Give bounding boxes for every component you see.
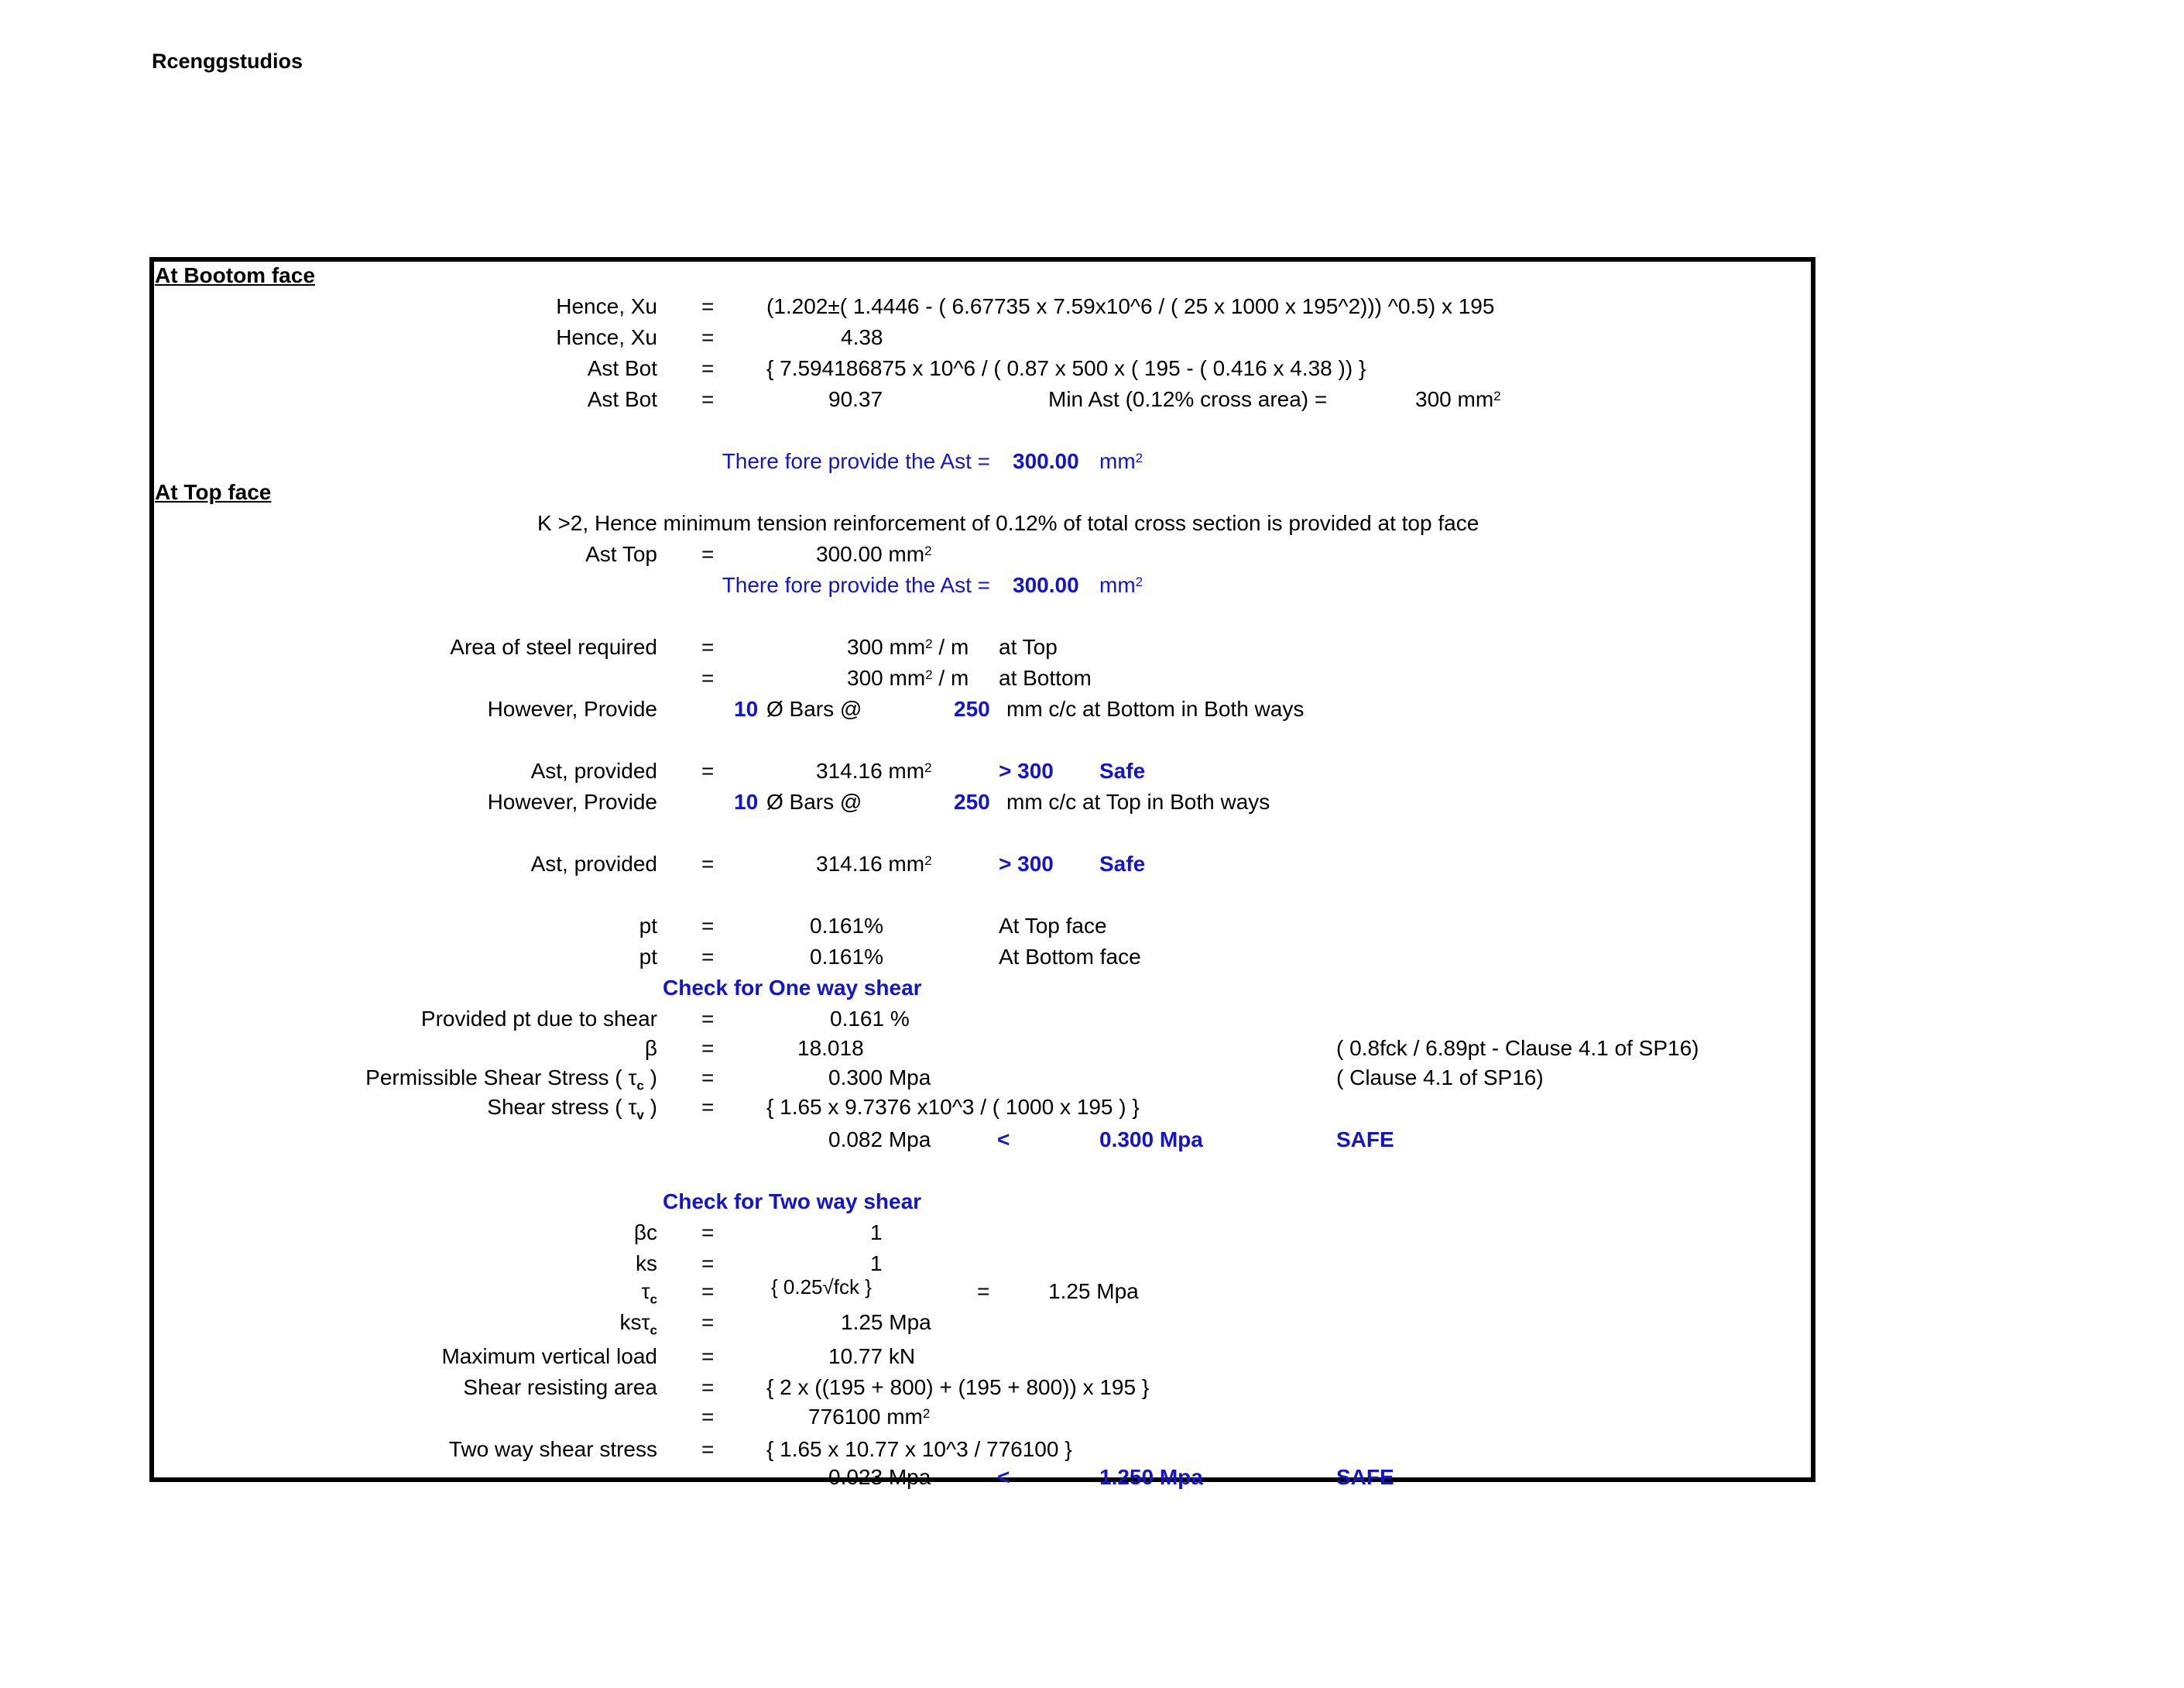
at-bottom-text: at Bottom <box>999 666 1092 690</box>
equals-sign: = <box>701 325 715 349</box>
ks-tau-c-value: 1.25 Mpa <box>841 1310 931 1334</box>
ast-top-label: Ast Top <box>585 542 657 566</box>
provide-label: However, Provide <box>487 790 657 814</box>
ast-bot-label: Ast Bot <box>587 356 657 380</box>
bar-spacing: 250 <box>954 697 990 721</box>
equals-sign: = <box>701 1007 715 1031</box>
bar-diameter: 10 <box>734 697 759 721</box>
pt-value: 0.161% <box>810 914 883 938</box>
shear-stress-label: Shear stress ( $\tau_v$ ) <box>487 1095 657 1123</box>
provide-ast-unit: $mm^2$ <box>1099 449 1143 473</box>
tau-c-formula: { 0.25√fck } <box>771 1275 872 1299</box>
permissible-shear-value: 0.300 Mpa <box>828 1065 931 1089</box>
two-way-limit: 1.250 Mpa <box>1099 1465 1203 1489</box>
provide-ast-unit: $mm^2$ <box>1099 573 1143 597</box>
equals-sign: = <box>701 914 715 938</box>
top-face-heading: At Top face <box>155 480 272 504</box>
equals-sign: = <box>701 1279 715 1303</box>
equals-sign: = <box>701 1437 715 1461</box>
equals-sign: = <box>977 1279 990 1303</box>
ast-provided-value: 314.16 $mm^2$ <box>816 852 932 876</box>
ks-tau-c-label: ksτ$_c$ <box>619 1310 657 1338</box>
safe-label: Safe <box>1099 852 1146 876</box>
top-face-note: K >2, Hence minimum tension reinforcement of 0.12% of total cross section is provided at top face <box>537 511 1479 535</box>
equals-sign: = <box>701 1220 715 1244</box>
company-name: Rcenggstudios <box>152 50 303 73</box>
shear-stress-value: 0.082 Mpa <box>828 1127 931 1151</box>
provide-label: However, Provide <box>487 697 657 721</box>
steel-area-bottom-value: 300 $mm^2$ / m <box>847 666 969 690</box>
shear-stress-formula: { 1.65 x 9.7376 x10^3 / ( 1000 x 195 ) } <box>766 1095 1140 1119</box>
shear-limit: 0.300 Mpa <box>1099 1127 1203 1151</box>
equals-sign: = <box>701 294 715 318</box>
ast-top-value: 300.00 $mm^2$ <box>816 542 932 566</box>
xu-formula: (1.202±( 1.4446 - ( 6.67735 x 7.59x10^6 / ( 25 x 1000 x 195^2))) ^0.5) x 195 <box>766 294 1495 318</box>
provided-pt-value: 0.161 % <box>830 1007 910 1031</box>
bottom-face-heading: At Bootom face <box>155 263 315 287</box>
beta-c-value: 1 <box>870 1220 883 1244</box>
equals-sign: = <box>701 1344 715 1368</box>
two-way-shear-heading: Check for Two way shear <box>663 1189 922 1213</box>
at-top-text: at Top <box>999 635 1058 659</box>
spacing-bottom-text: mm c/c at Bottom in Both ways <box>1006 697 1305 721</box>
xu-value: 4.38 <box>841 325 883 349</box>
equals-sign: = <box>701 542 715 566</box>
one-way-shear-heading: Check for One way shear <box>663 976 922 1000</box>
equals-sign: = <box>701 945 715 969</box>
beta-note: ( 0.8fck / 6.89pt - Clause 4.1 of SP16) <box>1336 1036 1699 1060</box>
max-load-label: Maximum vertical load <box>441 1344 657 1368</box>
equals-sign: = <box>701 666 715 690</box>
one-way-result: SAFE <box>1336 1127 1394 1151</box>
two-way-result: SAFE <box>1336 1465 1394 1489</box>
pt-label: pt <box>639 945 657 969</box>
two-way-stress-label: Two way shear stress <box>448 1437 657 1461</box>
equals-sign: = <box>701 1095 715 1119</box>
provide-ast-value: 300.00 <box>1013 449 1079 473</box>
provided-pt-label: Provided pt due to shear <box>420 1007 657 1031</box>
shear-area-value: 776100 $mm^2$ <box>808 1405 931 1429</box>
permissible-shear-label: Permissible Shear Stress ( $\tau_c$ ) <box>365 1065 657 1093</box>
ast-compare: > 300 <box>999 759 1054 783</box>
two-way-stress-formula: { 1.65 x 10.77 x 10^3 / 776100 } <box>766 1437 1072 1461</box>
equals-sign: = <box>701 1251 715 1275</box>
bars-text: Ø Bars @ <box>766 790 862 814</box>
equals-sign: = <box>701 387 715 411</box>
pt-bottom-text: At Bottom face <box>999 945 1141 969</box>
shear-area-label: Shear resisting area <box>463 1375 657 1399</box>
provide-ast-label: There fore provide the Ast = <box>722 449 990 473</box>
bars-text: Ø Bars @ <box>766 697 862 721</box>
min-ast-value: 300 $mm^2$ <box>1415 387 1501 411</box>
pt-value: 0.161% <box>810 945 883 969</box>
ks-label: ks <box>636 1251 657 1275</box>
equals-sign: = <box>701 852 715 876</box>
equals-sign: = <box>701 1405 715 1429</box>
equals-sign: = <box>701 759 715 783</box>
xu-label: Hence, Xu <box>556 325 657 349</box>
ast-bot-value: 90.37 <box>828 387 883 411</box>
provide-ast-value: 300.00 <box>1013 573 1079 597</box>
beta-c-label: βc <box>633 1220 657 1244</box>
equals-sign: = <box>701 356 715 380</box>
pt-top-text: At Top face <box>999 914 1107 938</box>
ast-bot-formula: { 7.594186875 x 10^6 / ( 0.87 x 500 x ( 195 - ( 0.416 x 4.38 )) } <box>766 356 1366 380</box>
provide-ast-label: There fore provide the Ast = <box>722 573 990 597</box>
equals-sign: = <box>701 1375 715 1399</box>
equals-sign: = <box>701 635 715 659</box>
beta-label: β <box>644 1036 657 1060</box>
tau-c-label: $\tau_c$ <box>641 1279 657 1307</box>
tau-c-value: 1.25 Mpa <box>1048 1279 1139 1303</box>
min-ast-label: Min Ast (0.12% cross area) = <box>1048 387 1328 411</box>
bar-diameter: 10 <box>734 790 759 814</box>
ast-provided-label: Ast, provided <box>530 759 657 783</box>
less-than-sign: < <box>997 1127 1010 1151</box>
ast-bot-label: Ast Bot <box>587 387 657 411</box>
beta-value: 18.018 <box>797 1036 864 1060</box>
xu-label: Hence, Xu <box>556 294 657 318</box>
safe-label: Safe <box>1099 759 1146 783</box>
spacing-top-text: mm c/c at Top in Both ways <box>1006 790 1270 814</box>
equals-sign: = <box>701 1065 715 1089</box>
bar-spacing: 250 <box>954 790 990 814</box>
permissible-shear-note: ( Clause 4.1 of SP16) <box>1336 1065 1544 1089</box>
steel-area-label: Area of steel required <box>450 635 657 659</box>
ks-value: 1 <box>870 1251 883 1275</box>
less-than-sign: < <box>997 1465 1010 1489</box>
ast-provided-value: 314.16 $mm^2$ <box>816 759 932 783</box>
equals-sign: = <box>701 1310 715 1334</box>
ast-provided-label: Ast, provided <box>530 852 657 876</box>
equals-sign: = <box>701 1036 715 1060</box>
max-load-value: 10.77 kN <box>828 1344 916 1368</box>
pt-label: pt <box>639 914 657 938</box>
two-way-stress-value: 0.023 Mpa <box>828 1465 931 1489</box>
shear-area-formula: { 2 x ((195 + 800) + (195 + 800)) x 195 } <box>766 1375 1150 1399</box>
ast-compare: > 300 <box>999 852 1054 876</box>
steel-area-top-value: 300 $mm^2$ / m <box>847 635 969 659</box>
